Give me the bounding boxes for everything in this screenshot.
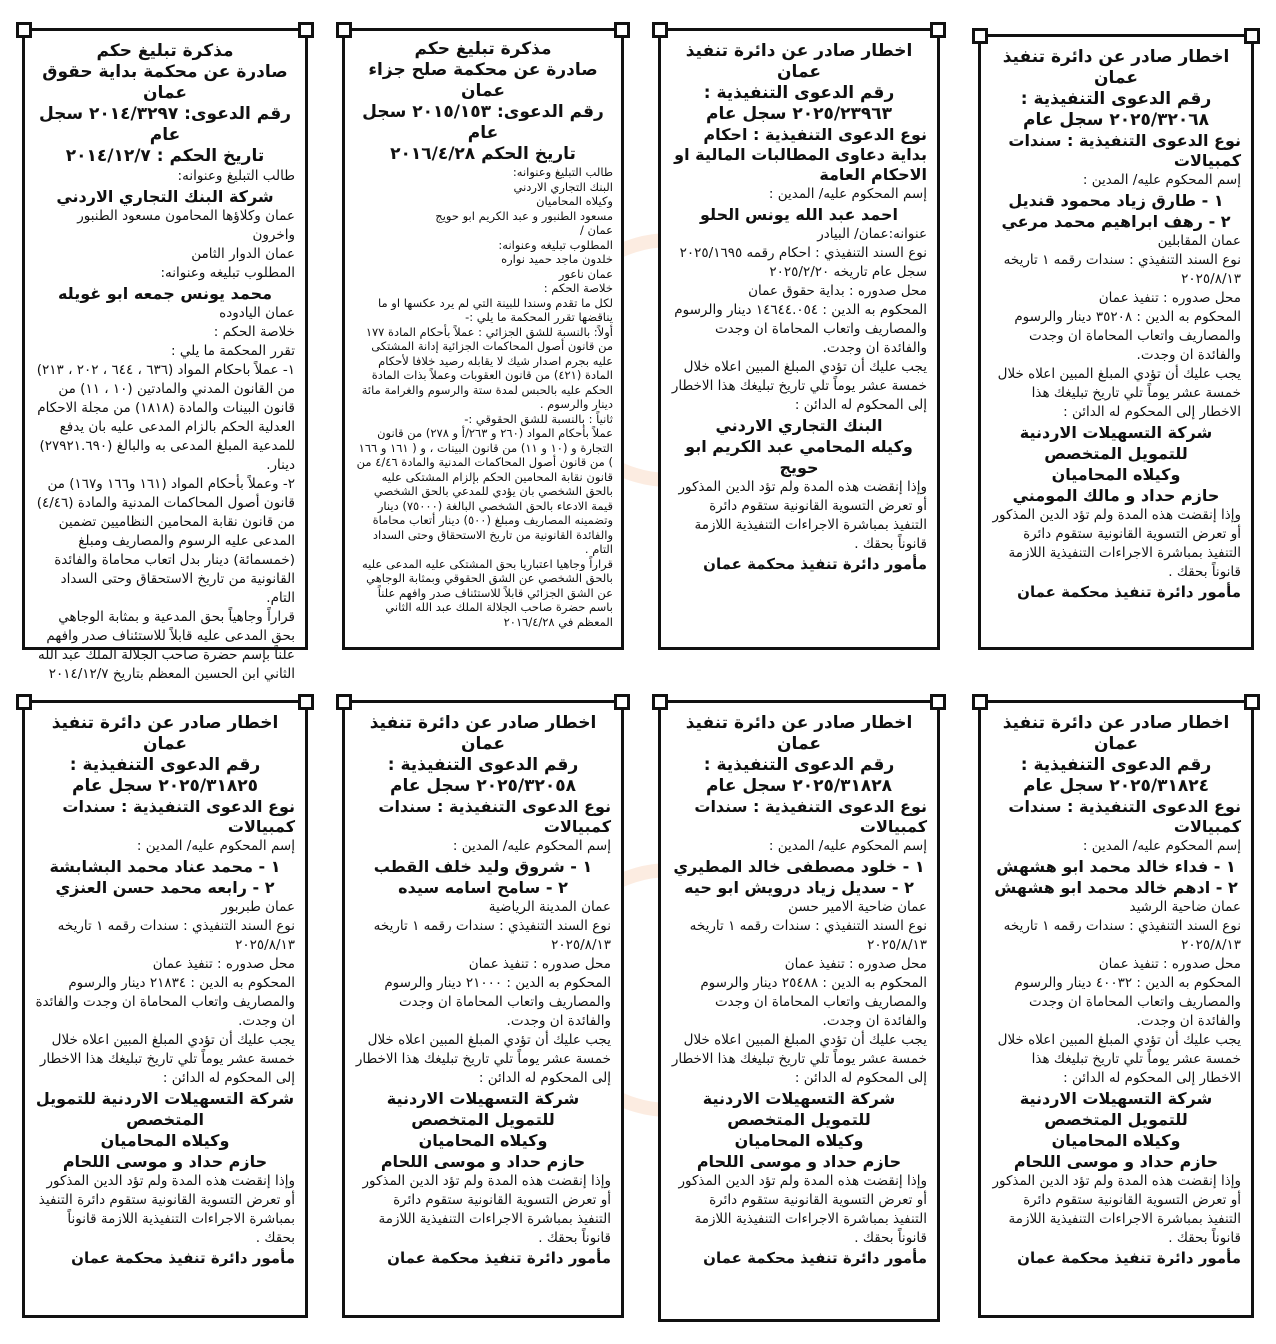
body-text: محل صدوره : تنفيذ عمان: [784, 956, 927, 972]
body-text: عنوانه:عمان/ البيادر: [817, 226, 927, 242]
notice-execution-31828: [658, 700, 940, 1322]
body-text: يجب عليك أن تؤدي المبلغ المبين اعلاه خلال خمسة عشر يوماً تلي تاريخ تبليغك هذا الاخطار إلى المحكوم له الدائن :: [997, 366, 1241, 420]
creditor-line: وكيلاه المحاميان: [1051, 1131, 1181, 1150]
body-text: عمان المقابلين: [1157, 233, 1241, 249]
body-text: ١- عملاً باحكام المواد (٦٣٦ ، ٦٤٤ ، ٢٠٢ ، ٢١٣) من القانون المدني والمادتين (١٠ ، ١١) من قانون البينات والمادة (١٨١٨) من مجلة الاحكام العدلية الحكم بالزام المدعى عليه بان يدفع للمدعية المبلغ المدعى به والبالغ (٢٧٩٢١.٦٩٠) دينار.: [36, 362, 295, 473]
body-text: المحكوم به الدين : ٤٠٠٣٢ دينار والرسوم والمصاريف واتعاب المحاماة ان وجدت والفائدة ان وجدت.: [1014, 975, 1241, 1029]
case-number: رقم الدعوى التنفيذية :: [69, 755, 261, 775]
body-text: وإذا إنقضت هذه المدة ولم تؤد الدين المذكور أو تعرض التسوية القانونية ستقوم دائرة التنفيذ بمباشرة الاجراءات التنفيذية اللازمة قانوناً بحقك .: [678, 479, 927, 552]
body-text: عمان وكلاؤها المحامون مسعود الطنبور واخرون: [77, 208, 295, 243]
notice-heading: رقم الدعوى: ٢٠١٥/١٥٣ سجل عام: [362, 102, 604, 143]
corner-ornament: [614, 22, 630, 38]
notice-heading: مذكرة تبليغ حكم: [414, 39, 552, 59]
party-name: احمد عبد الله يونس الحلو: [700, 205, 898, 224]
party-name: ٢ - رهف ابراهيم محمد مرعي: [1001, 212, 1231, 231]
notice-heading: صادرة عن محكمة صلح جزاء عمان: [368, 60, 598, 101]
body-text: قراراً وجاهياً بحق المدعية و بمثابة الوجاهي بحق المدعى عليه قابلاً للاستئناف صدر وافهم علناً بإسم حضرة صاحب الجلالة الملك عبد الله الثاني ابن الحسين المعظم بتاريخ ٢٠١٤/١٢/٧: [38, 609, 295, 682]
creditor-line: حازم حداد و موسى اللحام: [1013, 1152, 1219, 1171]
body-text-small: قراراً وجاهيا اعتباريا بحق المشتكى عليه المدعى عليه بالحق الشخصي عن الشق الحقوقي وبمثابة الوجاهي عن الشق الجزائي قابلاً للاستئناف صدر وافهم علناً باسم حضرة صاحب الجلالة الملك عبد الله الثاني المعظم في ٢٠١٦/٤/٢٨: [361, 556, 613, 629]
corner-ornament: [298, 22, 314, 38]
corner-ornament: [930, 694, 946, 710]
corner-ornament: [298, 694, 314, 710]
signature-line: مأمور دائرة تنفيذ محكمة عمان: [703, 1249, 927, 1267]
notice-execution-32068: [978, 34, 1254, 650]
notice-heading: اخطار صادر عن دائرة تنفيذ عمان: [369, 713, 597, 754]
case-number: رقم الدعوى التنفيذية :: [703, 83, 895, 103]
corner-ornament: [1244, 28, 1260, 44]
body-text: نوع السند التنفيذي : سندات رقمه ١ تاريخه ٢٠٢٥/٨/١٣: [1003, 918, 1241, 953]
body-text: يجب عليك أن تؤدي المبلغ المبين اعلاه خلال خمسة عشر يوماً تلي تاريخ تبليغك هذا الاخطار إلى المحكوم له الدائن :: [671, 359, 927, 413]
party-name: ١ - فداء خالد محمد ابو هشهش: [996, 857, 1236, 876]
body-text: المحكوم به الدين : ٢١٨٣٤ دينار والرسوم والمصاريف واتعاب المحاماة ان وجدت والفائدة ان وجدت.: [35, 975, 295, 1029]
case-number: رقم الدعوى التنفيذية :: [1020, 755, 1212, 775]
notice-heading: اخطار صادر عن دائرة تنفيذ عمان: [685, 713, 913, 754]
notice-heading: اخطار صادر عن دائرة تنفيذ عمان: [1002, 713, 1230, 754]
body-text-small: لكل ما تقدم وسندا للبينة التي لم يرد عكسها او ما يناقضها تقرر المحكمة ما يلي :-: [377, 295, 613, 324]
corner-ornament: [652, 694, 668, 710]
body-text: عمان اليادوده: [219, 305, 295, 321]
body-text: نوع السند التنفيذي : سندات رقمه ١ تاريخه ٢٠٢٥/٨/١٣: [689, 918, 927, 953]
case-type: نوع الدعوى التنفيذية : سندات كمبيالات: [378, 797, 611, 836]
body-text: نوع السند التنفيذي : سندات رقمه ١ تاريخه ٢٠٢٥/٨/١٣: [373, 918, 611, 953]
party-name: ٢ - ادهم خالد محمد ابو هشهش: [994, 878, 1238, 897]
body-text: المحكوم به الدين : ٢١٠٠٠ دينار والرسوم والمصاريف واتعاب المحاماة ان وجدت والفائدة ان وجدت.: [384, 975, 611, 1029]
case-number: ٢٠٢٥/٣٢٠٥٨ سجل عام: [389, 776, 577, 796]
notice-execution-31825: [22, 700, 308, 1318]
party-name: ١ - محمد عناد محمد البشابشة: [49, 857, 281, 876]
body-text-small: خلدون ماجد حميد نواره: [501, 252, 613, 266]
body-text: يجب عليك أن تؤدي المبلغ المبين اعلاه خلال خمسة عشر يوماً تلي تاريخ تبليغك هذا الاخطار إلى المحكوم له الدائن :: [997, 1032, 1241, 1086]
creditor-line: وكيله المحامي عبد الكريم ابو حويج: [685, 437, 913, 477]
body-text: إسم المحكوم عليه/ المدين :: [136, 838, 295, 854]
body-text: وإذا إنقضت هذه المدة ولم تؤد الدين المذكور أو تعرض التسوية القانونية ستقوم دائرة التنفيذ بمباشرة الاجراءات التنفيذية اللازمة قانوناً بحقك .: [992, 1173, 1241, 1246]
party-name: ١ - خلود مصطفى خالد المطيري: [673, 857, 925, 876]
body-text-small: طالب التبليغ وعنوانه:: [512, 165, 613, 179]
notice-heading: مذكرة تبليغ حكم: [96, 41, 234, 61]
body-text: ٢- وعملاً بأحكام المواد (١٦١ و١٦٦ و١٦٧) من قانون أصول المحاكمات المدنية والمادة (٤/٤٦) من قانون نقابة المحامين النظاميين تضمين المدعى عليه الرسوم والمصاريف ومبلغ (خمسمائة) دينار بدل اتعاب محاماة والفائدة القانونية من تاريخ الاستحقاق وحتى السداد التام.: [36, 476, 295, 606]
notice-heading: تاريخ الحكم : ٢٠١٤/١٢/٧: [65, 146, 265, 166]
party-name: شركة البنك التجاري الاردني: [56, 187, 274, 206]
body-text-small: عمان ناعور: [558, 266, 613, 281]
notice-heading: اخطار صادر عن دائرة تنفيذ عمان: [51, 713, 279, 754]
body-text-small: خلاصة الحكم :: [543, 281, 613, 295]
creditor-line: وكيلاه المحاميان: [734, 1131, 864, 1150]
corner-ornament: [972, 28, 988, 44]
notice-heading: اخطار صادر عن دائرة تنفيذ عمان: [1002, 47, 1230, 88]
body-text: إسم المحكوم عليه/ المدين :: [1082, 838, 1241, 854]
body-text: عمان الدوار الثامن: [191, 246, 295, 262]
signature-line: مأمور دائرة تنفيذ محكمة عمان: [1017, 583, 1241, 601]
body-text: يجب عليك أن تؤدي المبلغ المبين اعلاه خلال خمسة عشر يوماً تلي تاريخ تبليغك هذا الاخطار إلى المحكوم له الدائن :: [671, 1032, 927, 1086]
corner-ornament: [652, 22, 668, 38]
corner-ornament: [972, 694, 988, 710]
body-text: نوع السند التنفيذي : سندات رقمه ١ تاريخه ٢٠٢٥/٨/١٣: [57, 918, 295, 953]
notice-execution-31824: [978, 700, 1254, 1318]
body-text: المحكوم به الدين : ٣٥٢٠٨ دينار والرسوم والمصاريف واتعاب المحاماة ان وجدت والفائدة ان وجدت.: [1014, 309, 1241, 363]
body-text: محل صدوره : تنفيذ عمان: [152, 956, 295, 972]
body-text-small: مسعود الطنبور و عبد الكريم ابو حويج: [435, 208, 613, 223]
case-number: ٢٠٢٥/٣١٨٢٥ سجل عام: [71, 776, 259, 796]
corner-ornament: [16, 22, 32, 38]
notice-heading: تاريخ الحكم ٢٠١٦/٤/٢٨: [390, 144, 576, 164]
body-text: عمان طبربور: [221, 899, 295, 915]
creditor-line: وكيلاه المحاميان: [1051, 465, 1181, 484]
creditor-line: وكيلاه المحاميان: [100, 1131, 230, 1150]
notice-judgment-magistrate-153: [342, 28, 624, 650]
body-text: عمان ضاحية الرشيد: [1129, 899, 1241, 915]
case-type: نوع الدعوى التنفيذية : سندات كمبيالات: [62, 797, 295, 836]
corner-ornament: [336, 694, 352, 710]
notice-judgment-first-instance-3297: [22, 28, 308, 682]
body-text: وإذا إنقضت هذه المدة ولم تؤد الدين المذكور أو تعرض التسوية القانونية ستقوم دائرة التنفيذ بمباشرة الاجراءات التنفيذية اللازمة قانوناً بحقك .: [362, 1173, 611, 1246]
body-text: إسم المحكوم عليه/ المدين :: [1082, 172, 1241, 188]
notice-execution-32058: [342, 700, 624, 1318]
case-number: رقم الدعوى التنفيذية :: [703, 755, 895, 775]
body-text-small: عمان /: [580, 223, 613, 237]
creditor-line: شركة التسهيلات الاردنية للتمويل المتخصص: [386, 1089, 580, 1129]
body-text: تقرر المحكمة ما يلي :: [171, 343, 295, 359]
creditor-line: شركة التسهيلات الاردنية للتمويل المتخصص: [702, 1089, 896, 1129]
body-text: المطلوب تبليغه وعنوانه:: [160, 265, 295, 281]
body-text-small: المطلوب تبليغه وعنوانه:: [498, 237, 613, 252]
body-text-small: ثانياً : بالنسبة للشق الحقوقي :-: [464, 411, 613, 426]
corner-ornament: [930, 22, 946, 38]
creditor-line: حازم حداد و موسى اللحام: [696, 1152, 902, 1171]
case-number: رقم الدعوى التنفيذية :: [387, 755, 579, 775]
party-name: ٢ - رابعه محمد حسن العنزي: [55, 878, 275, 897]
body-text-small: عملاً بأحكام المواد (٢٦٠ و ٢٦٣/أ و ٢٧٨) من قانون التجارة و (١٠ و ١١) من قانون البينات ، و ( ١٦١ و ١٦٦ ) من قانون أصول المحاكمات المدنية والمادة ٤/٤٦ من قانون نقابة المحامين الحكم بإلزام المشتكى عليه بالحق الشخصي بان يؤدي للمدعي بالحق الشخصي قيمة الادعاء بالحق الشخصي البالغة (٧٥٠٠٠) دينار وتضمينه المصاريف ومبلغ (٥٠٠) دينار أتعاب محاماة والفائدة القانونية من تاريخ الاستحقاق وحتى السداد التام .: [356, 426, 613, 556]
creditor-line: وكيلاه المحاميان: [418, 1131, 548, 1150]
creditor-line: شركة التسهيلات الاردنية للتمويل المتخصص: [35, 1089, 295, 1129]
signature-line: مأمور دائرة تنفيذ محكمة عمان: [71, 1249, 295, 1267]
body-text-small: وكيلاه المحاميان: [536, 194, 613, 208]
creditor-line: شركة التسهيلات الاردنية للتمويل المتخصص: [1019, 423, 1213, 463]
body-text-small: البنك التجاري الاردني: [513, 179, 613, 194]
body-text: عمان المدينة الرياضية: [488, 899, 611, 915]
party-name: ٢ - سامح اسامه سيده: [398, 878, 568, 897]
body-text: محل صدوره : بداية حقوق عمان: [748, 283, 927, 299]
signature-line: مأمور دائرة تنفيذ محكمة عمان: [703, 555, 927, 573]
creditor-line: حازم حداد و موسى اللحام: [62, 1152, 268, 1171]
case-type: نوع الدعوى التنفيذية : سندات كمبيالات: [1008, 131, 1241, 170]
body-text: وإذا إنقضت هذه المدة ولم تؤد الدين المذكور أو تعرض التسوية القانونية ستقوم دائرة التنفيذ بمباشرة الاجراءات التنفيذية اللازمة قانوناً بحقك .: [992, 507, 1241, 580]
signature-line: مأمور دائرة تنفيذ محكمة عمان: [387, 1249, 611, 1267]
body-text: نوع السند التنفيذي : سندات رقمه ١ تاريخه ٢٠٢٥/٨/١٣: [1003, 252, 1241, 287]
notice-execution-23963: [658, 28, 940, 650]
body-text: وإذا إنقضت هذه المدة ولم تؤد الدين المذكور أو تعرض التسوية القانونية ستقوم دائرة التنفيذ بمباشرة الاجراءات التنفيذية اللازمة قانوناً بحقك .: [678, 1173, 927, 1246]
body-text: محل صدوره : تنفيذ عمان: [468, 956, 611, 972]
case-number: ٢٠٢٥/٣٢٠٦٨ سجل عام: [1022, 110, 1210, 130]
notice-heading: صادرة عن محكمة بداية حقوق عمان: [42, 62, 288, 103]
corner-ornament: [1244, 694, 1260, 710]
corner-ornament: [16, 694, 32, 710]
creditor-line: حازم حداد و مالك المومني: [1012, 486, 1220, 505]
body-text: محل صدوره : تنفيذ عمان: [1098, 290, 1241, 306]
case-number: ٢٠٢٥/٣١٨٢٨ سجل عام: [705, 776, 893, 796]
case-number: ٢٠٢٥/٣١٨٢٤ سجل عام: [1022, 776, 1210, 796]
body-text: محل صدوره : تنفيذ عمان: [1098, 956, 1241, 972]
body-text: إسم المحكوم عليه/ المدين :: [452, 838, 611, 854]
body-text: يجب عليك أن تؤدي المبلغ المبين اعلاه خلال خمسة عشر يوماً تلي تاريخ تبليغك هذا الاخطار إلى المحكوم له الدائن :: [39, 1032, 295, 1086]
body-text: المحكوم به الدين : ٢٥٤٨٨ دينار والرسوم والمصاريف واتعاب المحاماة ان وجدت والفائدة ان وجدت.: [700, 975, 927, 1029]
party-name: ١ - شروق وليد خلف القطب: [373, 857, 593, 876]
body-text: طالب التبليغ وعنوانه:: [177, 168, 295, 184]
creditor-line: حازم حداد و موسى اللحام: [380, 1152, 586, 1171]
creditor-line: البنك التجاري الاردني: [715, 416, 883, 435]
creditor-line: شركة التسهيلات الاردنية للتمويل المتخصص: [1019, 1089, 1213, 1129]
case-type: نوع الدعوى التنفيذية : احكام بداية دعاوى المطالبات المالية او الاحكام العامة: [674, 125, 927, 184]
body-text-small: أولاً: بالنسبة للشق الجزائي : عملاً بأحكام المادة ١٧٧ من قانون أصول المحاكمات الجزائية إدانة المشتكى عليه بجرم اصدار شيك لا يقابله رصيد خلافا لأحكام المادة (٤٢١) من قانون العقوبات وعملاً بذات المادة الحكم عليه بالحبس لمدة ستة والرسوم والغرامة مائة دينار والرسوم .: [361, 324, 613, 411]
notice-heading: رقم الدعوى: ٢٠١٤/٣٢٩٧ سجل عام: [38, 104, 292, 145]
case-type: نوع الدعوى التنفيذية : سندات كمبيالات: [694, 797, 927, 836]
corner-ornament: [614, 694, 630, 710]
party-name: محمد يونس جمعه ابو غويله: [57, 284, 273, 303]
body-text: خلاصة الحكم :: [213, 324, 295, 340]
party-name: ١ - طارق زياد محمود قنديل: [1008, 191, 1224, 210]
body-text: عمان ضاحية الامير حسن: [788, 899, 927, 915]
notice-heading: اخطار صادر عن دائرة تنفيذ عمان: [685, 41, 913, 82]
body-text: إسم المحكوم عليه/ المدين :: [768, 838, 927, 854]
signature-line: مأمور دائرة تنفيذ محكمة عمان: [1017, 1249, 1241, 1267]
party-name: ٢ - سديل زياد درويش ابو حيه: [684, 878, 914, 897]
body-text: يجب عليك أن تؤدي المبلغ المبين اعلاه خلال خمسة عشر يوماً تلي تاريخ تبليغك هذا الاخطار إلى المحكوم له الدائن :: [355, 1032, 611, 1086]
body-text: المحكوم به الدين : ١٤٦٤٤.٠٥٤ دينار والرسوم والمصاريف واتعاب المحاماة ان وجدت والفائدة ان وجدت.: [674, 302, 927, 356]
body-text: إسم المحكوم عليه/ المدين :: [768, 186, 927, 202]
body-text: نوع السند التنفيذي : احكام رقمه ٢٠٢٥/١٦٩٥ سجل عام تاريخه ٢٠٢٥/٢/٢٠: [679, 245, 927, 280]
case-number: رقم الدعوى التنفيذية :: [1020, 89, 1212, 109]
corner-ornament: [336, 22, 352, 38]
body-text: وإذا إنقضت هذه المدة ولم تؤد الدين المذكور أو تعرض التسوية القانونية ستقوم دائرة التنفيذ بمباشرة الاجراءات التنفيذية اللازمة قانوناً بحقك .: [38, 1173, 295, 1246]
case-number: ٢٠٢٥/٢٣٩٦٣ سجل عام: [705, 104, 893, 124]
case-type: نوع الدعوى التنفيذية : سندات كمبيالات: [1008, 797, 1241, 836]
